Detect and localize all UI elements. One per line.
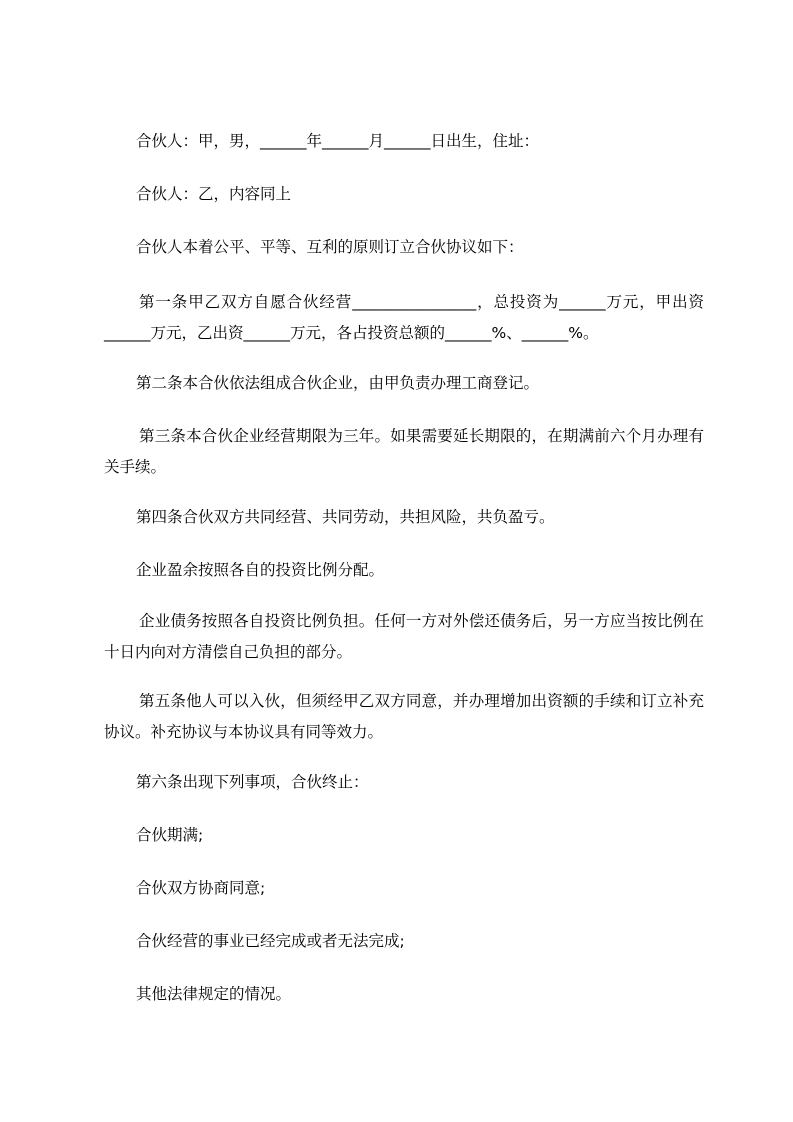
article-2: 第二条本合伙依法组成合伙企业，由甲负责办理工商登记。: [136, 374, 540, 392]
partner-b-line: 合伙人：乙，内容同上: [136, 185, 292, 203]
debt-liability: 企业债务按照各自投资比例负担。任何一方对外偿还债务后，另一方应当按比例在十日内向对方清偿自己负担的部分。: [104, 612, 704, 661]
article-5: 第五条他人可以入伙，但须经甲乙双方同意，并办理增加出资额的手续和订立补充协议。补充协议与本协议具有同等效力。: [104, 692, 704, 741]
article-3: 第三条本合伙企业经营期限为三年。如果需要延长期限的，在期满前六个月办理有关手续。: [104, 427, 704, 476]
article-1: 第一条甲乙双方自愿合伙经营________________，总投资为______万元，甲出资______万元，乙出资______万元，各占投资总额的______%、______%。: [104, 293, 704, 342]
termination-item-4: 其他法律规定的情况。: [136, 985, 292, 1003]
article-6: 第六条出现下列事项，合伙终止：: [136, 773, 369, 791]
partner-a-line: 合伙人：甲，男，______年______月______日出生，住址：: [136, 132, 540, 150]
termination-item-1: 合伙期满;: [136, 826, 204, 844]
article-4: 第四条合伙双方共同经营、共同劳动，共担风险，共负盈亏。: [136, 508, 555, 526]
termination-item-3: 合伙经营的事业已经完成或者无法完成;: [136, 932, 405, 950]
preamble: 合伙人本着公平、平等、互利的原则订立合伙协议如下：: [136, 238, 524, 256]
profit-distribution: 企业盈余按照各自的投资比例分配。: [136, 561, 385, 579]
termination-item-2: 合伙双方协商同意;: [136, 879, 266, 897]
